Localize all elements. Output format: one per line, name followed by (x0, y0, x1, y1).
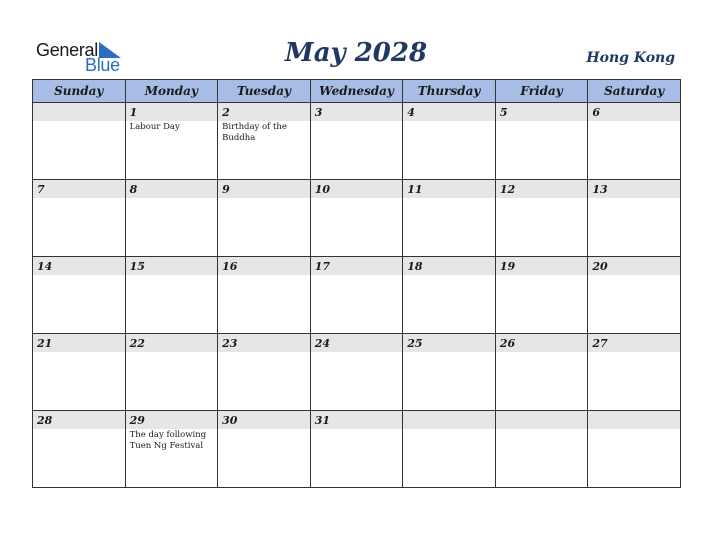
day-number: 12 (496, 180, 588, 198)
day-cell (403, 103, 496, 180)
day-number: 18 (403, 257, 495, 275)
day-number: 10 (311, 180, 403, 198)
day-cell (588, 103, 681, 180)
day-cell (310, 334, 403, 411)
day-cell (218, 180, 311, 257)
day-cell (495, 411, 588, 488)
day-cell (495, 180, 588, 257)
day-number (588, 411, 680, 429)
week-row (33, 180, 681, 257)
day-cell (125, 334, 218, 411)
day-number: 26 (496, 334, 588, 352)
day-number: 29 (126, 411, 218, 429)
week-row (33, 257, 681, 334)
weekday-thursday: Thursday (403, 80, 496, 103)
day-number: 15 (126, 257, 218, 275)
day-cell (125, 103, 218, 180)
day-number: 4 (403, 103, 495, 121)
weekday-saturday: Saturday (588, 80, 681, 103)
day-cell (218, 257, 311, 334)
day-number: 22 (126, 334, 218, 352)
day-cell (403, 180, 496, 257)
day-cell (403, 334, 496, 411)
day-number: 7 (33, 180, 125, 198)
day-number: 8 (126, 180, 218, 198)
day-number: 28 (33, 411, 125, 429)
weekday-header-row (33, 80, 681, 103)
day-cell (33, 103, 126, 180)
day-number: 2 (218, 103, 310, 121)
day-cell (403, 411, 496, 488)
day-number: 13 (588, 180, 680, 198)
day-cell (588, 334, 681, 411)
day-number: 1 (126, 103, 218, 121)
day-cell (588, 257, 681, 334)
day-number (496, 411, 588, 429)
day-number: 5 (496, 103, 588, 121)
weekday-tuesday: Tuesday (218, 80, 311, 103)
week-row (33, 334, 681, 411)
day-number: 11 (403, 180, 495, 198)
calendar-title: May 2028 (284, 38, 428, 68)
day-cell (495, 103, 588, 180)
day-number (33, 103, 125, 121)
logo-general-text: General (36, 40, 98, 60)
day-number (403, 411, 495, 429)
logo-blue-text: Blue (85, 55, 120, 75)
day-cell (33, 411, 126, 488)
day-number: 16 (218, 257, 310, 275)
day-cell (310, 257, 403, 334)
weekday-friday: Friday (495, 80, 588, 103)
day-number: 25 (403, 334, 495, 352)
day-number: 30 (218, 411, 310, 429)
day-cell (33, 257, 126, 334)
day-cell (403, 257, 496, 334)
day-number: 9 (218, 180, 310, 198)
day-number: 24 (311, 334, 403, 352)
day-number: 6 (588, 103, 680, 121)
day-number: 3 (311, 103, 403, 121)
day-cell (125, 180, 218, 257)
day-cell (218, 103, 311, 180)
day-cell (33, 334, 126, 411)
day-cell (33, 180, 126, 257)
day-cell (495, 257, 588, 334)
day-cell (218, 334, 311, 411)
day-cell (310, 180, 403, 257)
region-label: Hong Kong (586, 50, 675, 66)
day-cell (495, 334, 588, 411)
day-cell (125, 257, 218, 334)
day-number: 17 (311, 257, 403, 275)
weekday-sunday: Sunday (33, 80, 126, 103)
day-number: 19 (496, 257, 588, 275)
week-row (33, 411, 681, 488)
day-number: 27 (588, 334, 680, 352)
day-number: 23 (218, 334, 310, 352)
day-number: 31 (311, 411, 403, 429)
holiday-label: Birthday of the Buddha (222, 122, 287, 143)
day-number: 20 (588, 257, 680, 275)
day-cell (310, 411, 403, 488)
day-number: 21 (33, 334, 125, 352)
holiday-label: The day following Tuen Ng Festival (129, 430, 207, 451)
day-cell (218, 411, 311, 488)
day-cell (310, 103, 403, 180)
calendar-grid (32, 79, 681, 488)
day-cell (588, 180, 681, 257)
holiday-label: Labour Day (129, 122, 180, 132)
weekday-wednesday: Wednesday (310, 80, 403, 103)
week-row (33, 103, 681, 180)
day-cell (125, 411, 218, 488)
day-cell (588, 411, 681, 488)
weekday-monday: Monday (125, 80, 218, 103)
day-number: 14 (33, 257, 125, 275)
